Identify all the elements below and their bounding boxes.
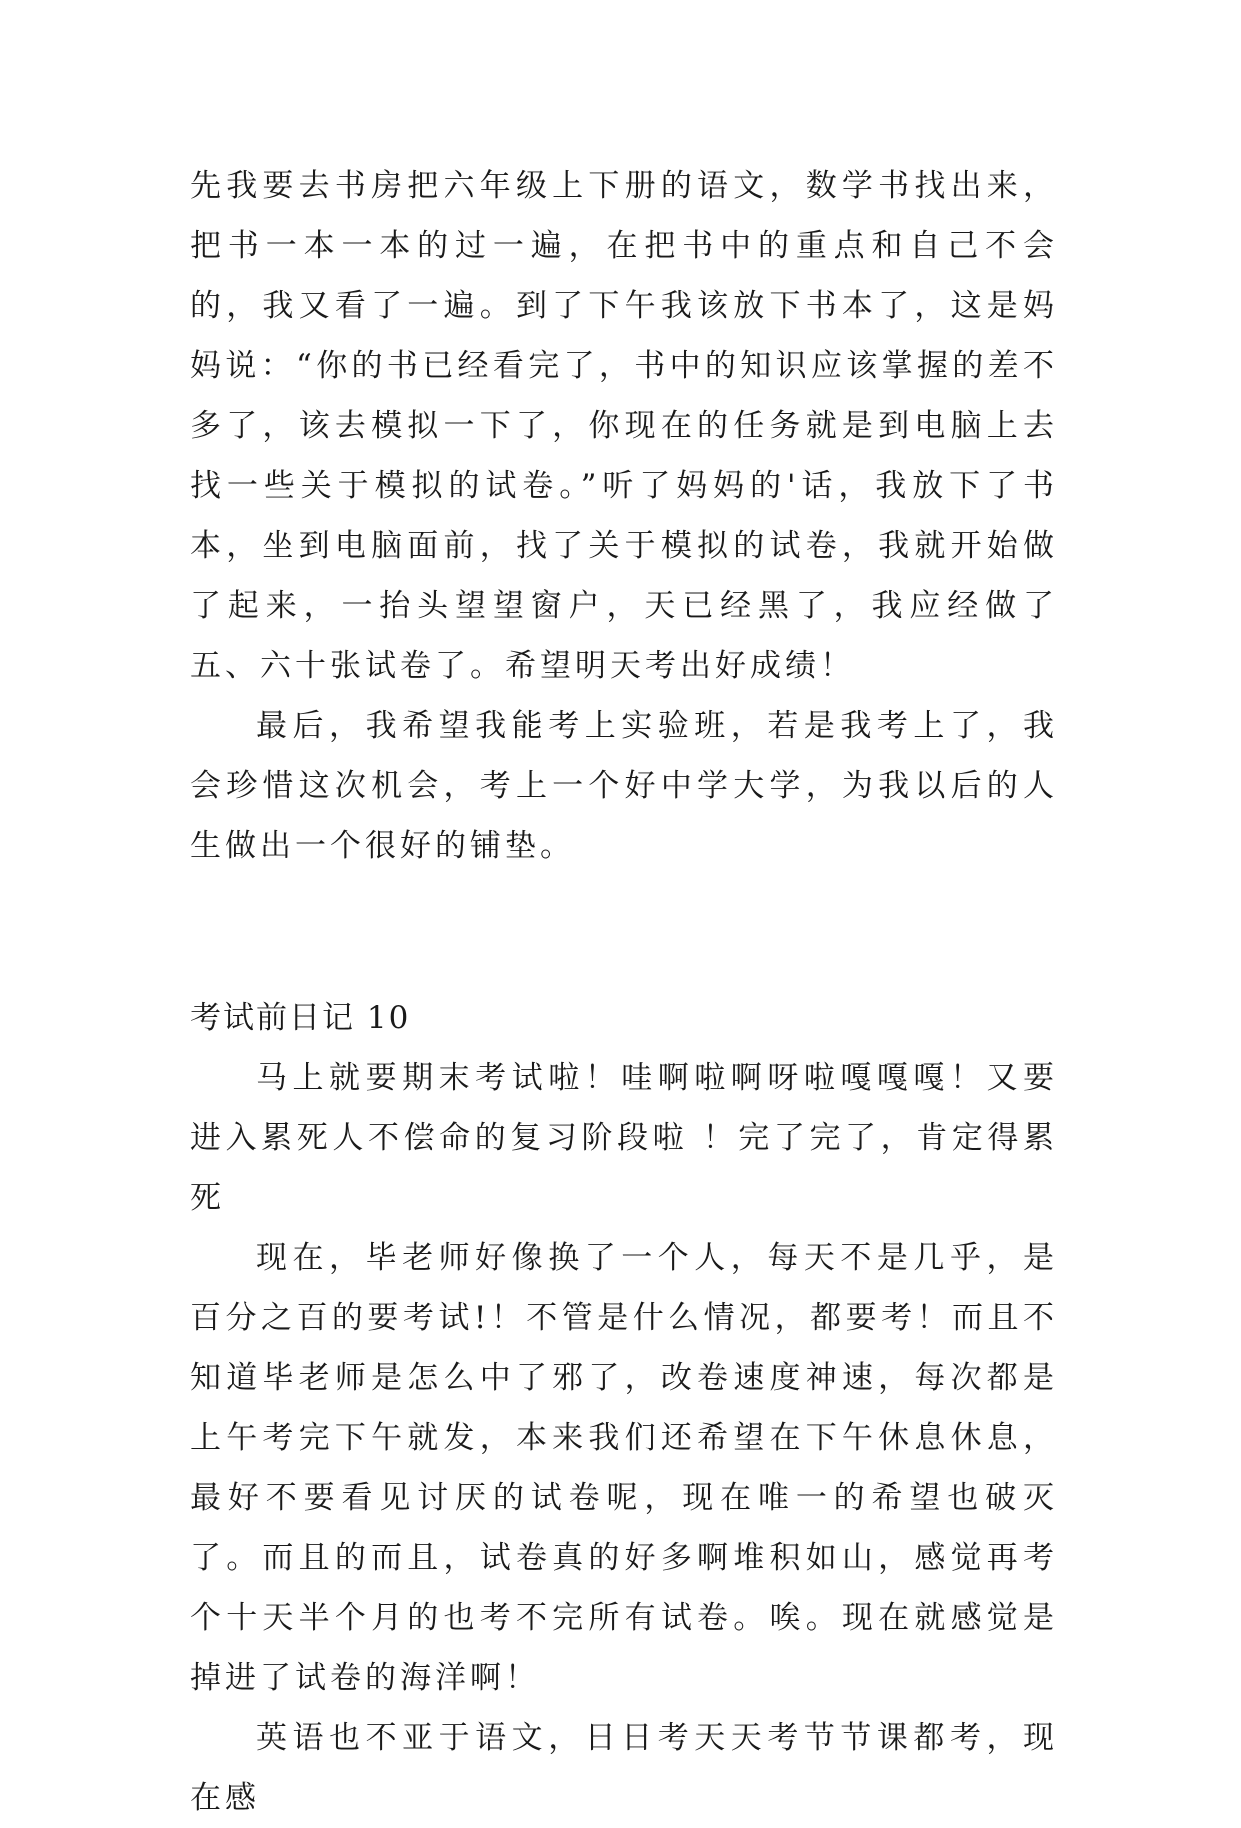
- paragraph: 英语也不亚于语文，日日考天天考节节课都考，现在感: [190, 1720, 1058, 1816]
- paragraph: 最后，我希望我能考上实验班，若是我考上了，我会珍惜这次机会，考上一个好中学大学，为我以后的人生做出一个很好的铺垫。: [190, 708, 1058, 864]
- document-body: [190, 156, 1058, 1828]
- paragraph: 先我要去书房把六年级上下册的语文，数学书找出来，把书一本一本的过一遍，在把书中的重点和自己不会的，我又看了一遍。到了下午我该放下书本了，这是妈妈说：“你的书已经看完了，书中的知识应该掌握的差不多了，该去模拟一下了，你现在的任务就是到电脑上去找一些关于模拟的试卷。”听了妈妈的'话，我放下了书本，坐到电脑面前，找了关于模拟的试卷，我就开始做了起来，一抬头望望窗户，天已经黑了，我应经做了五、六十张试卷了。希望明天考出好成绩！: [190, 168, 1058, 684]
- paragraph: 马上就要期末考试啦！哇啊啦啊呀啦嘎嘎嘎！又要进入累死人不偿命的复习阶段啦 ！完了完了，肯定得累死: [190, 1060, 1058, 1216]
- section-title: 考试前日记 10: [190, 1000, 411, 1036]
- paragraph: 现在，毕老师好像换了一个人，每天不是几乎，是百分之百的要考试!！不管是什么情况，都要考！而且不知道毕老师是怎么中了邪了，改卷速度神速，每次都是上午考完下午就发，本来我们还希望在下午休息休息，最好不要看见讨厌的试卷呢，现在唯一的希望也破灭了。而且的而且，试卷真的好多啊堆积如山，感觉再考个十天半个月的也考不完所有试卷。唉。现在就感觉是掉进了试卷的海洋啊！: [190, 1240, 1058, 1696]
